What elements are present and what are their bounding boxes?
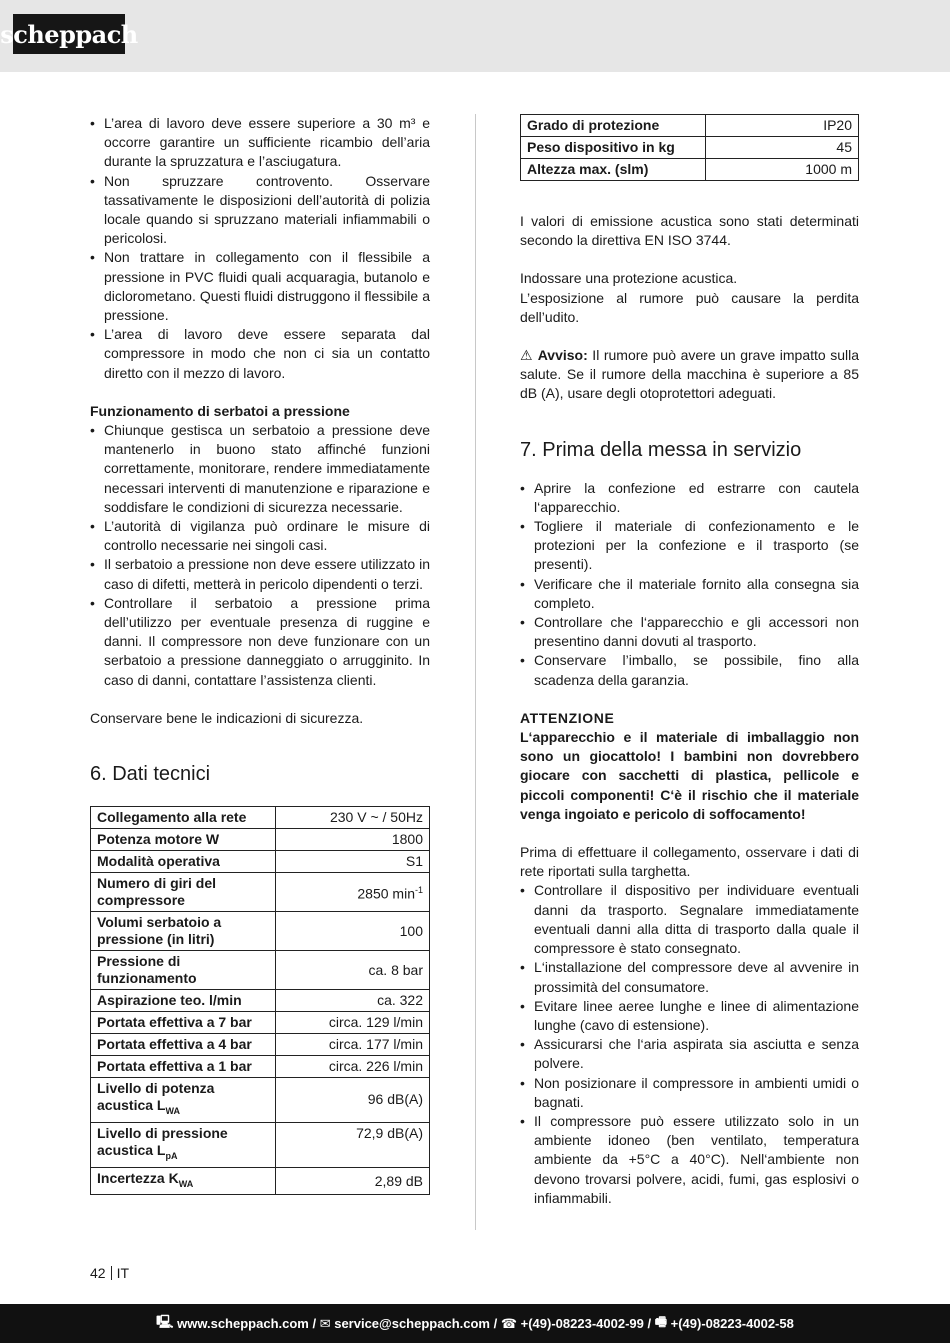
- spec-value: 96 dB(A): [276, 1078, 430, 1123]
- connection-list: [520, 881, 859, 1207]
- list-item: • L‘installazione del compressore deve al avvenire in prossimità del consumatore.: [520, 958, 859, 996]
- footer-separator: /: [308, 1316, 320, 1331]
- list-item: • Il serbatoio a pressione non deve essere utilizzato in caso di difetti, metterà in pericolo dipendenti o terzi.: [90, 555, 430, 593]
- table-row: [91, 912, 430, 951]
- spec-label: Pressione di funzionamento: [91, 951, 276, 990]
- table-row: [521, 159, 859, 181]
- page-number: [90, 1265, 129, 1281]
- attention-label: ATTENZIONE: [520, 709, 615, 726]
- section-7-title: 7. Prima della messa in servizio: [520, 438, 802, 461]
- table-row: [91, 829, 430, 851]
- page-language: IT: [116, 1265, 130, 1281]
- monitor-icon: 🖳: [156, 1313, 178, 1329]
- spec-label-sub: WA: [178, 1178, 194, 1189]
- list-item: • Non spruzzare controvento. Osservare tassativamente le disposizioni dell’autorità di polizia locale quando si spruzzano materiali infiammabili o pericolosi.: [90, 172, 430, 249]
- noise-exposure-text: L’esposizione al rumore può causare la perdita dell’udito.: [520, 289, 859, 325]
- technical-data-table: [90, 806, 430, 1195]
- spec-value: 230 V ~ / 50Hz: [276, 807, 430, 829]
- table-row: [91, 807, 430, 829]
- list-item: • Conservare l’imballo, se possibile, fino alla scadenza della garanzia.: [520, 651, 859, 689]
- table-row: [91, 851, 430, 873]
- spec-value: 1800: [276, 829, 430, 851]
- header-band: [0, 0, 950, 72]
- spec-label: [91, 1122, 276, 1167]
- spec-label: Aspirazione teo. l/min: [91, 990, 276, 1012]
- list-item: • Evitare linee aeree lunghe e linee di alimentazione lunghe (cavo di estensione).: [520, 997, 859, 1035]
- table-row: [521, 137, 859, 159]
- spec-label: Modalità operativa: [91, 851, 276, 873]
- spec-value: ca. 8 bar: [276, 951, 430, 990]
- warning-triangle-icon: ⚠: [520, 347, 534, 364]
- spec-label-text: Livello di potenza acustica L: [97, 1080, 215, 1114]
- list-item: • L’area di lavoro deve essere superiore a 30 m³ e occorre garantire un sufficiente ricambio dell’aria durante la spruzzatura e l’asciugatura.: [90, 114, 430, 172]
- pressure-vessel-heading: Funzionamento di serbatoi a pressione: [90, 402, 350, 419]
- table-row: [91, 990, 430, 1012]
- right-column: [520, 114, 859, 1208]
- brand-logo: scheppach: [13, 14, 125, 54]
- noise-emission-text: I valori di emissione acustica sono stati determinati secondo la direttiva EN ISO 3744.: [520, 213, 859, 249]
- hearing-protection-text: Indossare una protezione acustica.: [520, 270, 738, 287]
- footer-email[interactable]: service@scheppach.com: [334, 1316, 490, 1331]
- table-row: [91, 951, 430, 990]
- table-row: [91, 873, 430, 912]
- list-item: • Verificare che il materiale fornito alla consegna sia completo.: [520, 575, 859, 613]
- workspace-safety-list: [90, 114, 430, 383]
- warning-label: Avviso:: [537, 347, 588, 364]
- spec-label: Peso dispositivo in kg: [521, 137, 706, 159]
- pressure-vessel-list: [90, 421, 430, 690]
- spec-label: Numero di giri del compressore: [91, 873, 276, 912]
- spec-label: [91, 1078, 276, 1123]
- list-item: • L’autorità di vigilanza può ordinare le misure di controllo necessarie nei singoli casi.: [90, 517, 430, 555]
- spec-label: Collegamento alla rete: [91, 807, 276, 829]
- spec-label: Grado di protezione: [521, 115, 706, 137]
- spec-label: Altezza max. (slm): [521, 159, 706, 181]
- list-item: • Chiunque gestisca un serbatoio a pressione deve mantenerlo in buono stato affinché funzioni correttamente, monitorare, rendere immediatamente necessari interventi di manutenzione e riparazione e soddisfare le condizioni di sicurezza necessarie.: [90, 421, 430, 517]
- column-divider: [475, 114, 476, 1230]
- section-6-title: 6. Dati tecnici: [90, 763, 211, 786]
- spec-label-sub: pA: [165, 1150, 178, 1161]
- footer-separator: /: [489, 1316, 501, 1331]
- table-row: [91, 1012, 430, 1034]
- spec-label-sub: WA: [165, 1105, 180, 1116]
- connection-intro: Prima di effettuare il collegamento, osservare i dati di rete riportati sulla targhetta.: [520, 844, 859, 880]
- list-item: • Aprire la confezione ed estrarre con cautela l‘apparecchio.: [520, 479, 859, 517]
- unpacking-list: [520, 479, 859, 690]
- table-row: [91, 1122, 430, 1167]
- fax-icon: 🖷: [654, 1313, 671, 1329]
- footer-phone: +(49)-08223-4002-99: [520, 1316, 644, 1331]
- spec-value: S1: [276, 851, 430, 873]
- spec-value: IP20: [706, 115, 859, 137]
- footer-fax: +(49)-08223-4002-58: [670, 1316, 794, 1331]
- list-item: • Controllare il serbatoio a pressione prima dell’utilizzo per eventuale presenza di ruggine e danni. Il compressore non deve funzionare con un serbatoio a pressione danneggiato o arrugginito. In caso di danni, contattare l’assistenza clienti.: [90, 594, 430, 690]
- spec-value: circa. 226 l/min: [276, 1056, 430, 1078]
- list-item: • Assicurarsi che l‘aria aspirata sia asciutta e senza polvere.: [520, 1035, 859, 1073]
- attention-text: L‘apparecchio e il materiale di imballaggio non sono un giocattolo! I bambini non dovrebbero giocare con sacchetti di plastica, pellicole e piccoli componenti! C‘è il rischio che il materiale venga ingoiato e pericolo di soffocamento!: [520, 729, 859, 822]
- spec-value-sup: -1: [414, 884, 423, 895]
- spec-label: Portata effettiva a 4 bar: [91, 1034, 276, 1056]
- list-item: • Togliere il materiale di confezionamento e le protezioni per la confezione e il trasporto (se presenti).: [520, 517, 859, 575]
- technical-data-table-cont: [520, 114, 859, 181]
- spec-label-text: Incertezza K: [97, 1169, 179, 1186]
- noise-warning: [520, 346, 859, 404]
- list-item: • Il compressore può essere utilizzato solo in un ambiente idoneo (ben ventilato, temperatura ambiente da +5°C a 40°C). Nell‘ambiente non devono trovarsi polvere, acidi, fumi, gas esplosivi o infiammabili.: [520, 1112, 859, 1208]
- spec-value: 72,9 dB(A): [276, 1122, 430, 1167]
- table-row: [91, 1078, 430, 1123]
- page-number-separator: [111, 1266, 112, 1280]
- page-number-value: 42: [90, 1265, 106, 1281]
- footer-contact-bar: [0, 1304, 950, 1343]
- spec-value: 1000 m: [706, 159, 859, 181]
- warning-text: Il rumore può avere un grave impatto sulla salute. Se il rumore della macchina è superiore a 85 dB (A), usare degli otoprotettori adeguati.: [520, 347, 859, 402]
- spec-value: ca. 322: [276, 990, 430, 1012]
- spec-value: 45: [706, 137, 859, 159]
- keep-instructions-note: Conservare bene le indicazioni di sicurezza.: [90, 709, 364, 726]
- spec-value: [276, 873, 430, 912]
- footer-separator: /: [643, 1316, 655, 1331]
- spec-label: Portata effettiva a 7 bar: [91, 1012, 276, 1034]
- left-column: [90, 114, 430, 1195]
- list-item: • Controllare che l‘apparecchio e gli accessori non presentino danni dovuti al trasporto.: [520, 613, 859, 651]
- spec-value: circa. 177 l/min: [276, 1034, 430, 1056]
- spec-value: circa. 129 l/min: [276, 1012, 430, 1034]
- spec-value: 100: [276, 912, 430, 951]
- table-row: [91, 1167, 430, 1195]
- phone-icon: ☎: [500, 1315, 521, 1331]
- list-item: • Controllare il dispositivo per individuare eventuali danni da trasporto. Segnalare immediatamente eventuali danni alla ditta di trasporto dalla quale il compressore è stato consegnato.: [520, 881, 859, 958]
- spec-label-text: Livello di pressione acustica L: [97, 1124, 228, 1158]
- email-icon: ✉: [319, 1315, 335, 1331]
- table-row: [91, 1056, 430, 1078]
- footer-website[interactable]: www.scheppach.com: [177, 1316, 309, 1331]
- spec-label: Potenza motore W: [91, 829, 276, 851]
- spec-label: Volumi serbatoio a pressione (in litri): [91, 912, 276, 951]
- list-item: • Non trattare in collegamento con il flessibile a pressione in PVC fluidi quali acquaragia, butanolo e diclorometano. Questi fluidi distruggono il flessibile a pressione.: [90, 248, 430, 325]
- spec-label: [91, 1167, 276, 1195]
- spec-value: 2,89 dB: [276, 1167, 430, 1195]
- list-item: • Non posizionare il compressore in ambienti umidi o bagnati.: [520, 1074, 859, 1112]
- spec-value-text: 2850 min: [357, 885, 415, 902]
- table-row: [91, 1034, 430, 1056]
- spec-label: Portata effettiva a 1 bar: [91, 1056, 276, 1078]
- table-row: [521, 115, 859, 137]
- list-item: • L’area di lavoro deve essere separata dal compressore in modo che non ci sia un contatto diretto con il mezzo di lavoro.: [90, 325, 430, 383]
